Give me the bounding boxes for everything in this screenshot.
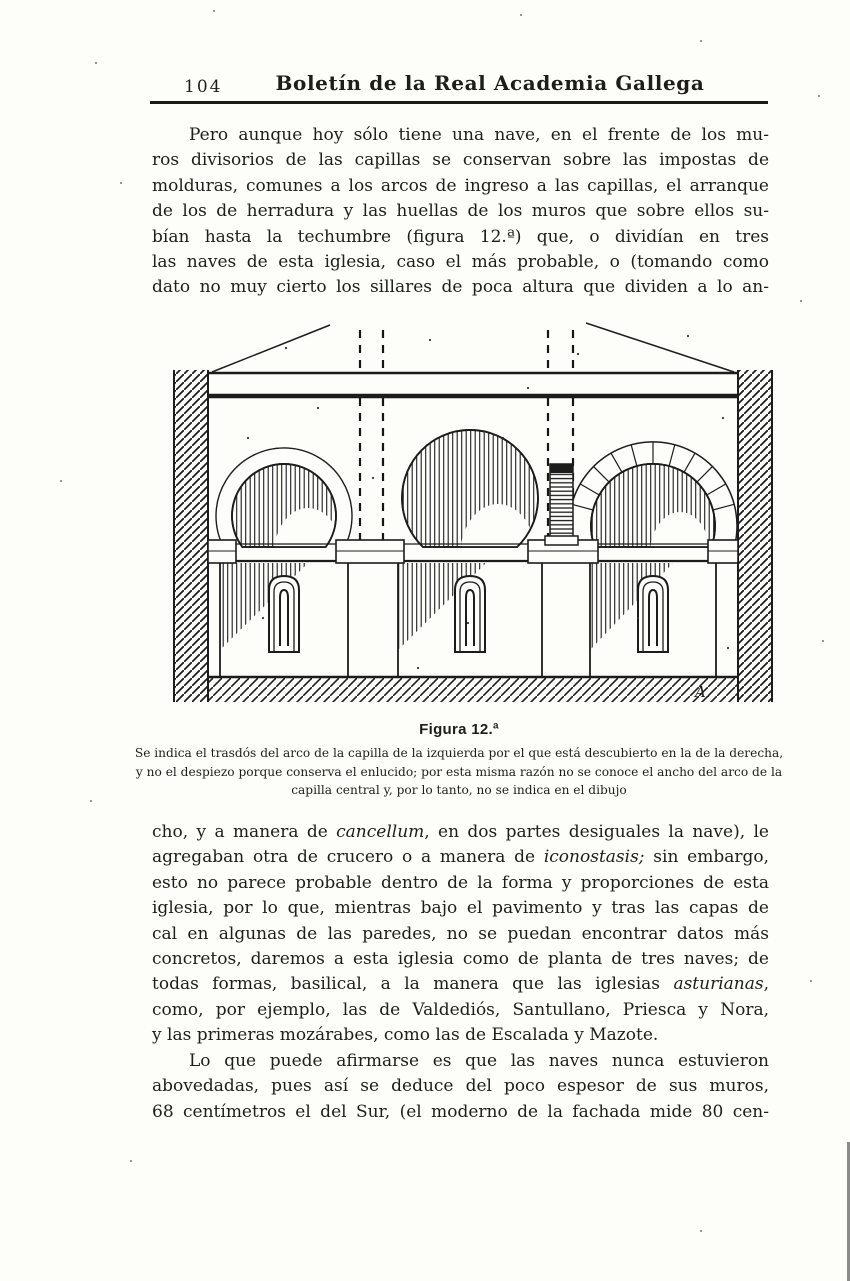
scan-speck	[90, 800, 92, 802]
journal-title: Boletín de la Real Academia Gallega	[275, 71, 705, 95]
impost-cornice	[208, 540, 738, 563]
pier-fragment	[545, 464, 578, 545]
scan-speck	[60, 480, 62, 482]
figure-caption: Se indica el trasdós del arco de la capilla de la izquierda por el que está descubierto en la de la derecha, y no el despiezo porque conserva el enlucido; por esta misma razón no se conoce el ancho del arco de la capilla central y, por lo tanto, no se indica en el dibujo	[134, 746, 784, 797]
page-number: 104	[184, 77, 223, 97]
scan-speck	[120, 182, 122, 184]
figure-caption-title: Figura 12.ª	[419, 721, 499, 738]
scan-speck	[520, 14, 522, 16]
scan-speck	[130, 1160, 132, 1162]
roof-lines	[212, 323, 734, 372]
header-rule	[150, 101, 768, 104]
scan-speck	[822, 640, 824, 642]
side-wall-left-hatch	[174, 370, 208, 702]
paragraph-2: cho, y a manera de cancellum, en dos partes desiguales la nave), le agregaban otra de crucero o a manera de iconostasis; sin embargo, esto no parece probable dentro de la forma y proporciones de esta iglesia, por lo que, mientras bajo el pavimento y tras las capas de cal en algunas de las paredes, no se puedan encontrar datos más concretos, daremos a esta iglesia como de planta de tres naves; de todas formas, basilical, a la manera que las iglesias asturianas, como, por ejemplo, las de Valdediós, Santullano, Priesca y Nora, y las primeras mozárabes, como las de Escalada y Mazote.	[152, 822, 769, 1046]
scan-speck	[700, 1230, 702, 1232]
ceiling-beam	[208, 373, 738, 396]
scan-speck	[818, 95, 820, 97]
paragraph-3: Lo que puede afirmarse es que las naves nunca estuvieron abovedadas, pues así se deduce del poco espesor de sus muros, 68 centímetros el del Sur, (el moderno de la fachada mide 80 cen-	[152, 1051, 769, 1122]
side-wall-right-hatch	[738, 370, 772, 702]
figure-12	[168, 318, 778, 710]
window-left	[269, 576, 299, 652]
paragraph-1: Pero aunque hoy sólo tiene una nave, en el frente de los mu- ros divisorios de las capillas se conservan sobre las impostas de molduras, comunes a los arcos de ingreso a las capillas, el arranque de los de herradura y las huellas de los muros que sobre ellos su- bían hasta la techumbre (figura 12.ª) que, o dividían en tres las naves de esta iglesia, caso el más probable, o (tomando como dato no muy cierto los sillares de poca altura que dividen a lo an-	[152, 125, 769, 298]
window-center	[455, 576, 485, 652]
scan-speck	[95, 62, 97, 64]
scan-speck	[800, 300, 802, 302]
scan-speck	[700, 40, 702, 42]
ground-hatch	[208, 677, 738, 702]
scan-speck	[810, 980, 812, 982]
window-right	[638, 576, 668, 652]
scan-speck	[213, 10, 215, 12]
figure-12-drawing	[168, 318, 778, 710]
figure-signature: A.	[695, 683, 711, 701]
